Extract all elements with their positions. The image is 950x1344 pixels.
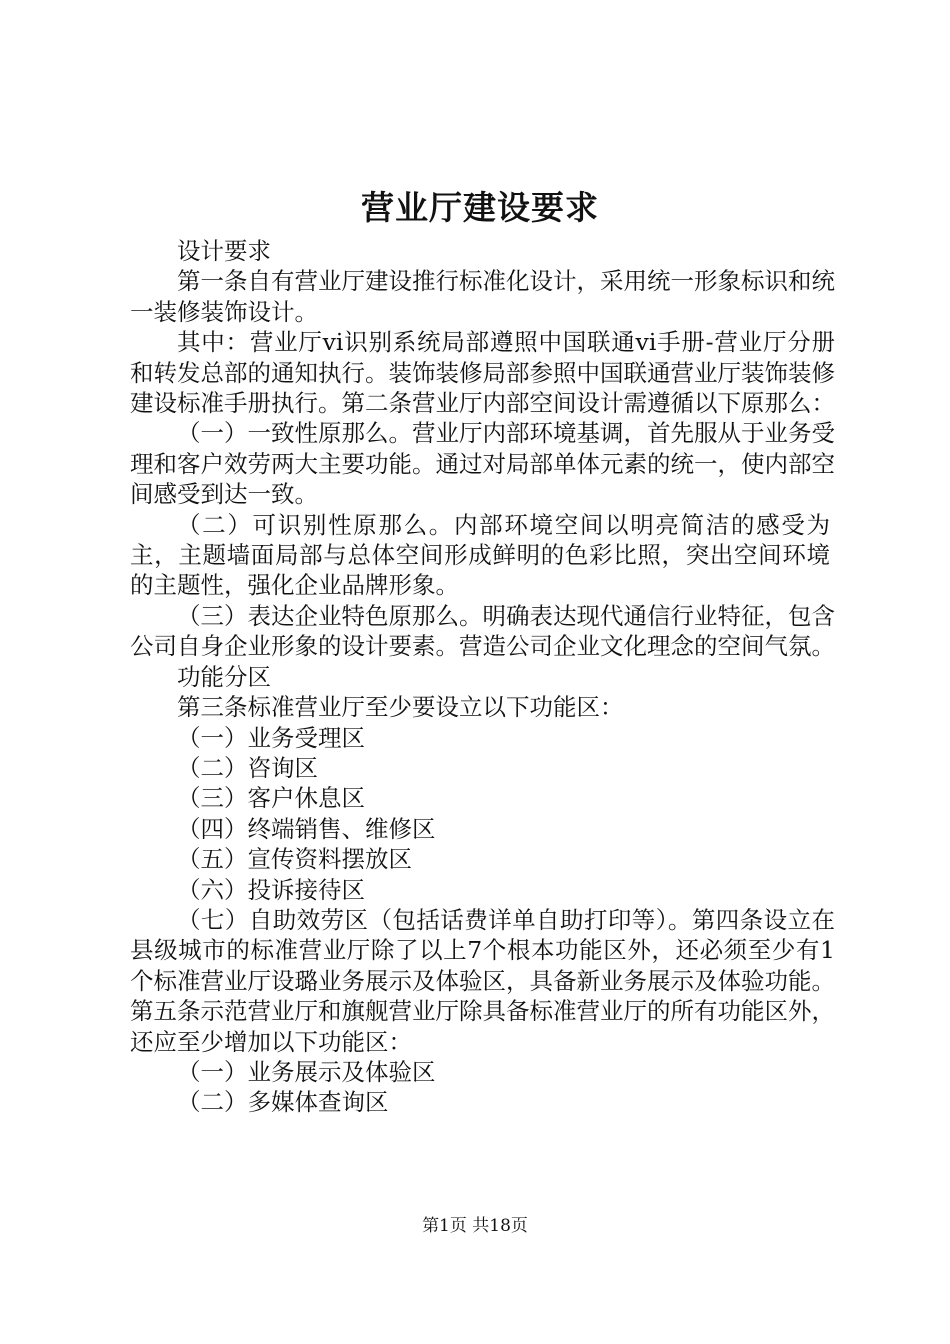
list-item-zone-5: （五）宣传资料摆放区: [177, 845, 412, 874]
list-item-zone-4: （四）终端销售、维修区: [177, 814, 436, 843]
paragraph-article-2: 其中：营业厅vi识别系统局部遵照中国联通vi手册-营业厅分册和转发总部的通知执行。装饰装修局部参照中国联通营业厅装饰装修建设标准手册执行。第二条营业厅内部空间设计需遵循以下原那么：: [130, 328, 835, 418]
section-heading-design: 设计要求: [177, 237, 271, 265]
paragraph-article-1: 第一条自有营业厅建设推行标准化设计，采用统一形象标识和统一装修装饰设计。: [130, 267, 835, 326]
list-item-extra-zone-1: （一）业务展示及体验区: [177, 1057, 436, 1086]
list-item-zone-3: （三）客户休息区: [177, 784, 365, 813]
list-item-extra-zone-2: （二）多媒体查询区: [177, 1088, 389, 1117]
paragraph-principle-3: （三）表达企业特色原那么。明确表达现代通信行业特征，包含公司自身企业形象的设计要素。营造公司企业文化理念的空间气氛。: [130, 601, 835, 661]
paragraph-article-3: 第三条标准营业厅至少要设立以下功能区：: [177, 693, 624, 722]
section-heading-zones: 功能分区: [177, 662, 271, 691]
paragraph-principle-1: （一）一致性原那么。营业厅内部环境基调，首先服从于业务受理和客户效劳两大主要功能。通过对局部单体元素的统一，使内部空间感受到达一致。: [130, 419, 835, 509]
paragraph-zone-7-and-articles: （七）自助效劳区（包括话费详单自助打印等）。第四条设立在县级城市的标准营业厅除了以上7个根本功能区外，还必须至少有1个标准营业厅设璐业务展示及体验区，具备新业务展示及体验功能。第五条示范营业厅和旗舰营业厅除具备标准营业厅的所有功能区外，还应至少增加以下功能区：: [130, 905, 835, 1056]
list-item-zone-2: （二）咨询区: [177, 753, 318, 782]
document-body: [130, 236, 835, 1118]
page-footer: 第1页 共18页: [422, 1216, 528, 1236]
document-title: 营业厅建设要求: [361, 188, 599, 227]
list-item-zone-6: （六）投诉接待区: [177, 875, 365, 904]
paragraph-principle-2: （二）可识别性原那么。内部环境空间以明亮简洁的感受为主，主题墙面局部与总体空间形成鲜明的色彩比照，突出空间环境的主题性，强化企业品牌形象。: [130, 510, 830, 600]
list-item-zone-1: （一）业务受理区: [177, 723, 365, 752]
